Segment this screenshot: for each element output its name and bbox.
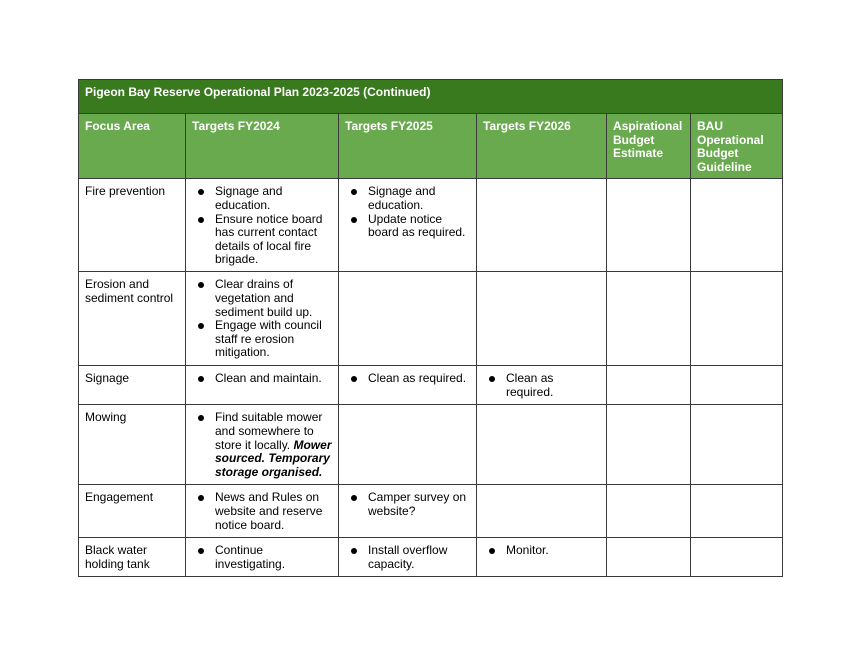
targets-fy2024-cell	[186, 272, 339, 366]
targets-fy2026-cell	[477, 179, 607, 272]
targets-fy2026-cell	[477, 272, 607, 366]
list-item: Update notice board as required.	[345, 213, 470, 240]
list-item: News and Rules on website and reserve notice board.	[192, 491, 332, 532]
focus-area-cell: Fire prevention	[79, 179, 186, 272]
list-item: Signage and education.	[345, 185, 470, 212]
list-item: Clear drains of vegetation and sediment build up.	[192, 278, 332, 319]
bau-budget-cell	[691, 366, 783, 405]
column-header-targets-fy2024: Targets FY2024	[186, 114, 339, 179]
list-item-text: Find suitable mower and somewhere to store it locally.	[215, 410, 323, 452]
aspirational-budget-cell	[607, 485, 691, 538]
list-item: Ensure notice board has current contact details of local fire brigade.	[192, 213, 332, 267]
list-item: Signage and education.	[192, 185, 332, 212]
focus-area-cell: Engagement	[79, 485, 186, 538]
targets-fy2026-cell	[477, 366, 607, 405]
column-header-bau-budget: BAU Operational Budget Guideline	[691, 114, 783, 179]
table-row	[79, 538, 783, 576]
bullet-list	[345, 185, 470, 239]
table-row	[79, 485, 783, 538]
aspirational-budget-cell	[607, 538, 691, 576]
bullet-list	[345, 544, 470, 571]
bullet-list	[483, 372, 600, 399]
bullet-list	[192, 185, 332, 267]
targets-fy2024-cell	[186, 405, 339, 485]
list-item: Engage with council staff re erosion mitigation.	[192, 319, 332, 360]
column-header-targets-fy2026: Targets FY2026	[477, 114, 607, 179]
targets-fy2024-cell	[186, 179, 339, 272]
column-header-focus-area: Focus Area	[79, 114, 186, 179]
bau-budget-cell	[691, 179, 783, 272]
list-item: Continue investigating.	[192, 544, 332, 571]
table-title: Pigeon Bay Reserve Operational Plan 2023-2025 (Continued)	[79, 80, 783, 114]
list-item: Clean and maintain.	[192, 372, 332, 386]
list-item: Install overflow capacity.	[345, 544, 470, 571]
focus-area-cell: Erosion and sediment control	[79, 272, 186, 366]
bau-budget-cell	[691, 485, 783, 538]
targets-fy2026-cell	[477, 485, 607, 538]
table-row	[79, 179, 783, 272]
bullet-list	[192, 372, 332, 386]
targets-fy2025-cell	[339, 405, 477, 485]
list-item: Monitor.	[483, 544, 600, 558]
list-item: Camper survey on website?	[345, 491, 470, 518]
targets-fy2024-cell	[186, 366, 339, 405]
bau-budget-cell	[691, 538, 783, 576]
aspirational-budget-cell	[607, 366, 691, 405]
bullet-list	[192, 491, 332, 532]
list-item: Clean as required.	[483, 372, 600, 399]
aspirational-budget-cell	[607, 272, 691, 366]
targets-fy2025-cell	[339, 485, 477, 538]
bullet-list	[345, 372, 470, 386]
targets-fy2025-cell	[339, 366, 477, 405]
targets-fy2026-cell	[477, 538, 607, 576]
table-row	[79, 272, 783, 366]
bullet-list	[192, 411, 332, 479]
targets-fy2026-cell	[477, 405, 607, 485]
aspirational-budget-cell	[607, 179, 691, 272]
focus-area-cell: Mowing	[79, 405, 186, 485]
targets-fy2024-cell	[186, 485, 339, 538]
table-title-row	[79, 80, 783, 114]
bullet-list	[192, 278, 332, 360]
list-item: Clean as required.	[345, 372, 470, 386]
column-header-row	[79, 114, 783, 179]
aspirational-budget-cell	[607, 405, 691, 485]
list-item	[192, 411, 332, 479]
table-row	[79, 366, 783, 405]
operational-plan-table	[78, 79, 783, 577]
bullet-list	[345, 491, 470, 518]
table-row	[79, 405, 783, 485]
bau-budget-cell	[691, 272, 783, 366]
targets-fy2025-cell	[339, 179, 477, 272]
bullet-list	[483, 544, 600, 558]
targets-fy2024-cell	[186, 538, 339, 576]
focus-area-cell: Signage	[79, 366, 186, 405]
targets-fy2025-cell	[339, 538, 477, 576]
column-header-targets-fy2025: Targets FY2025	[339, 114, 477, 179]
targets-fy2025-cell	[339, 272, 477, 366]
column-header-aspirational-budget: Aspirational Budget Estimate	[607, 114, 691, 179]
bau-budget-cell	[691, 405, 783, 485]
focus-area-cell: Black water holding tank	[79, 538, 186, 576]
list-item-emphasis: Mower sourced. Temporary storage organised.	[215, 437, 332, 479]
bullet-list	[192, 544, 332, 571]
